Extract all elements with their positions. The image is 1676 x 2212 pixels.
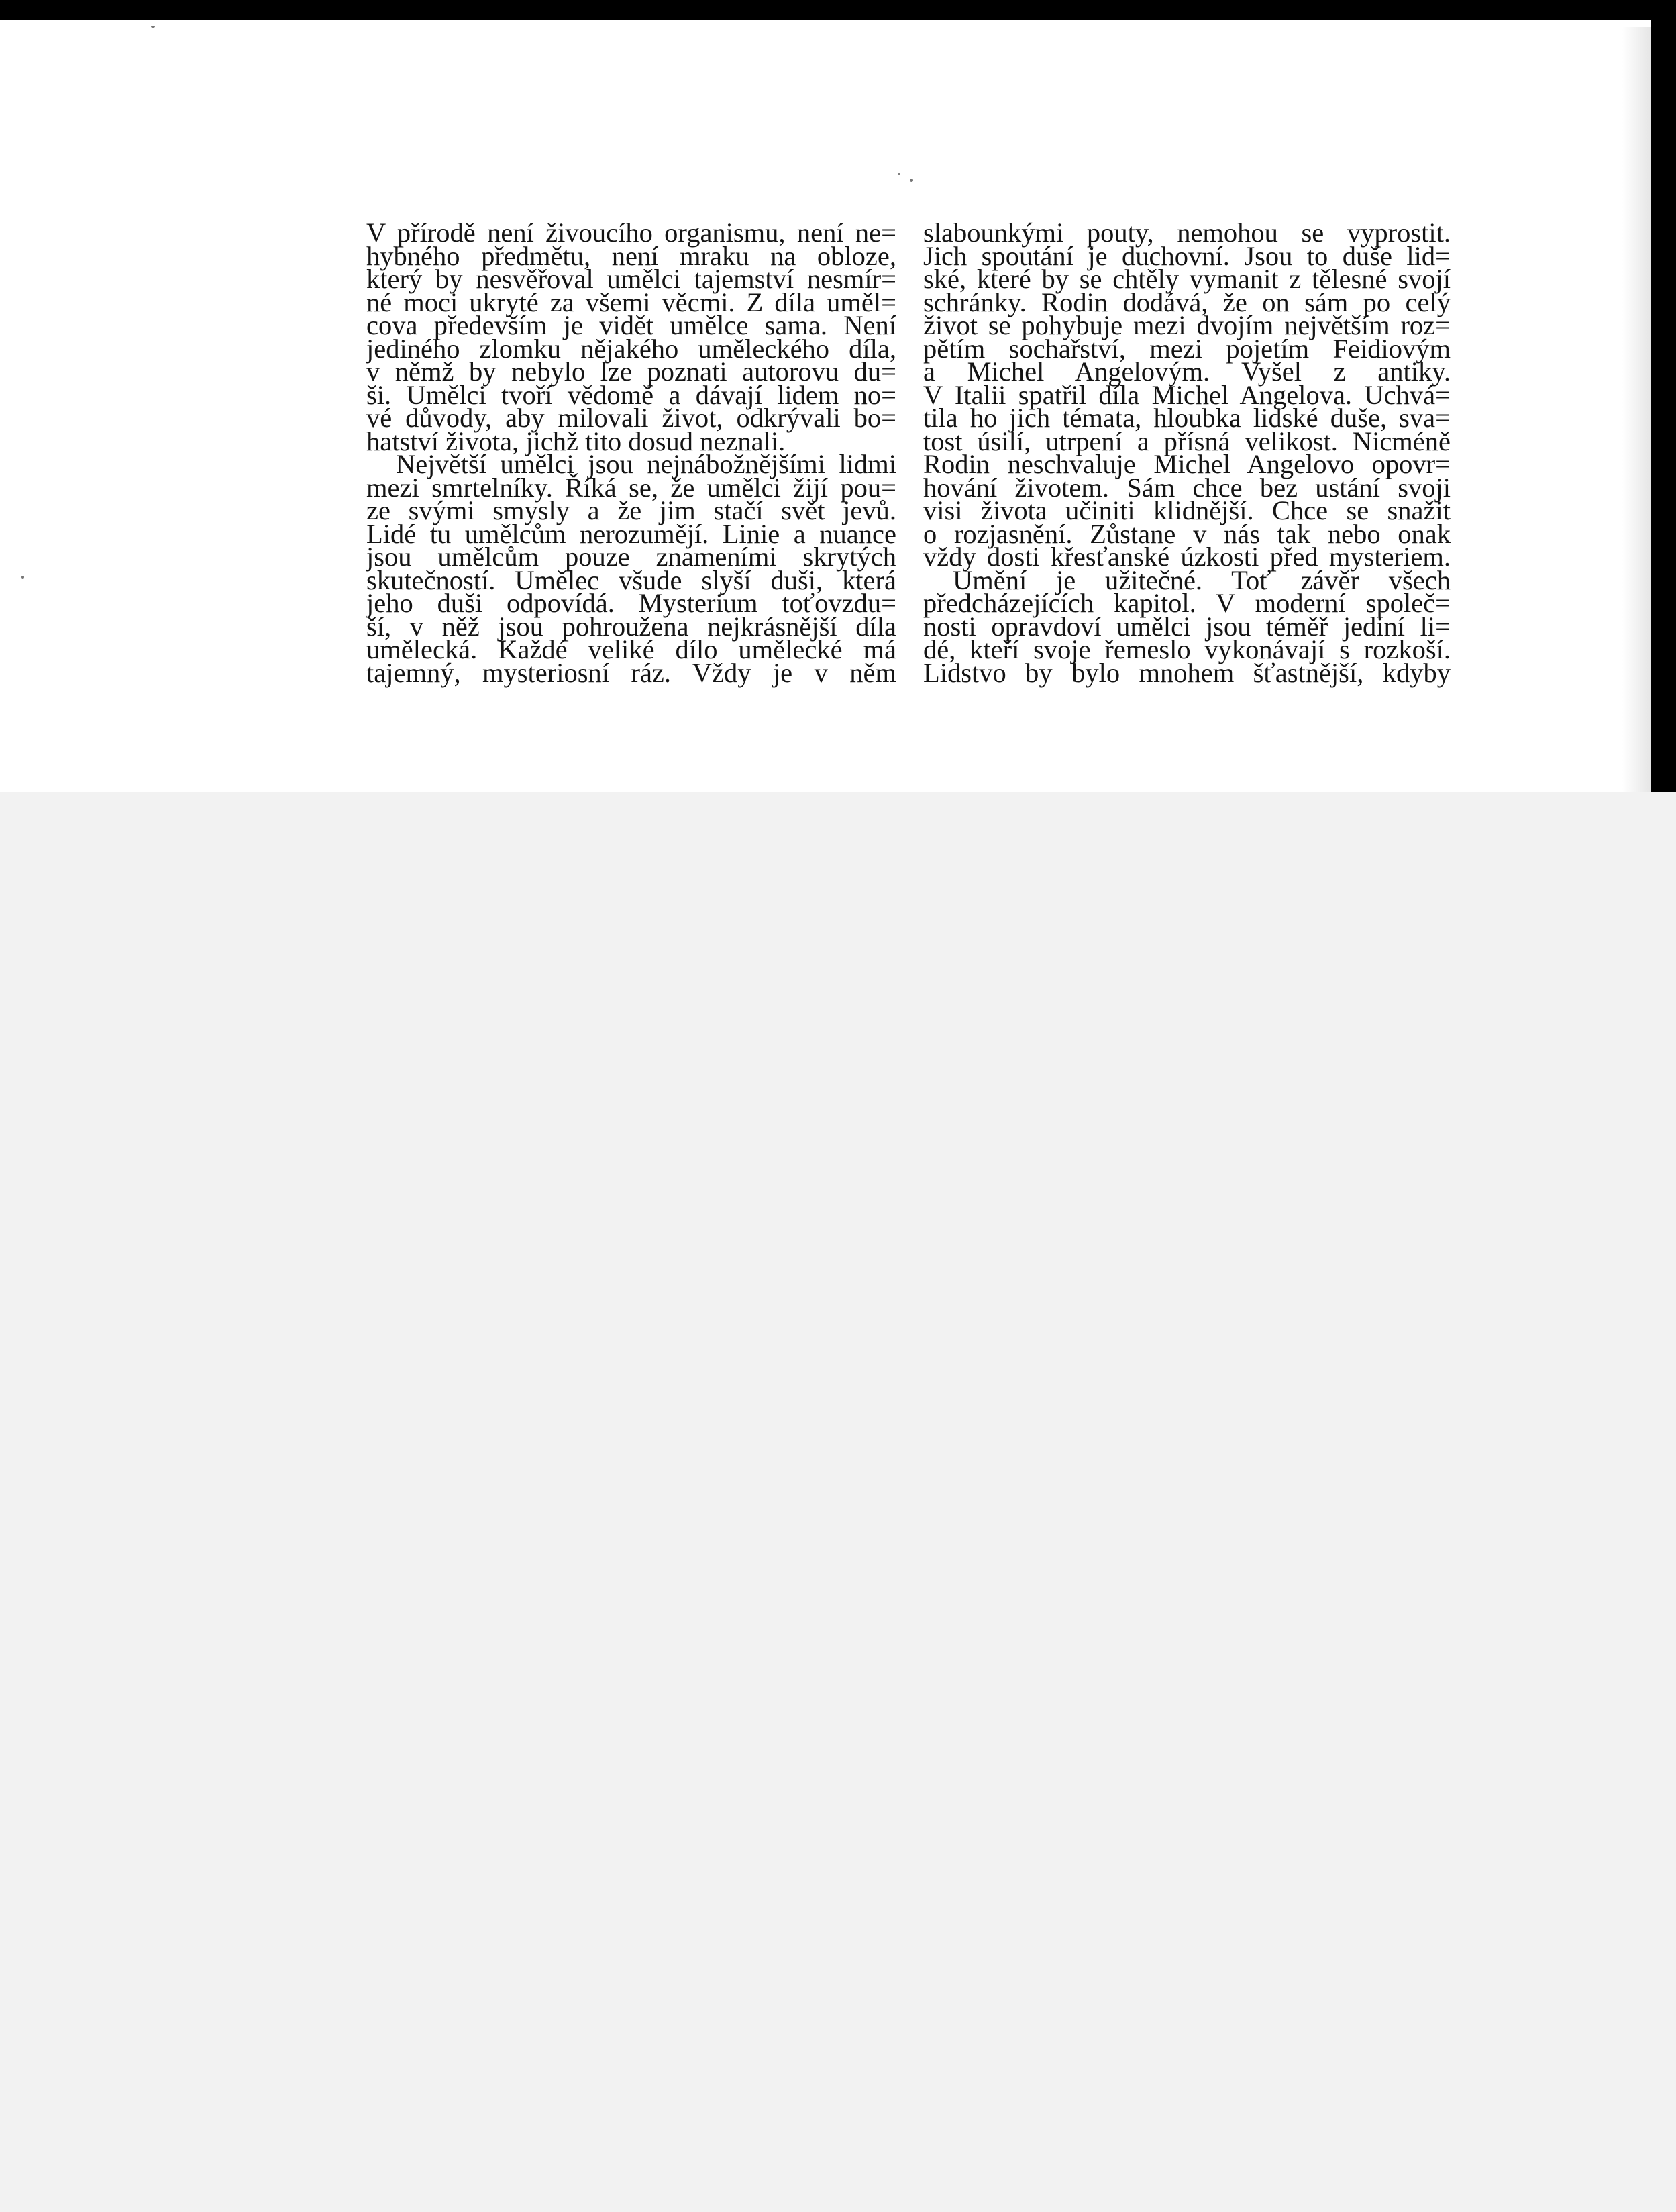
text-line: Lidé tu umělcům nerozumějí. Linie a nuance: [366, 518, 896, 549]
page-gutter-shadow: [1622, 27, 1651, 792]
text-line: visi života učiniti klidnější. Chce se snažit: [923, 495, 1451, 525]
text-line: jeho duši odpovídá. Mysterium toťovzdu=: [366, 588, 896, 618]
text-line: hybného předmětu, není mraku na obloze,: [366, 240, 896, 271]
scan-speck: [910, 179, 913, 182]
text-line: skutečností. Umělec všude slyší duši, která: [366, 564, 896, 595]
text-line: tajemný, mysteriosní ráz. Vždy je v něm: [366, 657, 896, 688]
text-line: vždy dosti křesťanské úzkosti před mysteriem.: [923, 542, 1451, 572]
text-line: V Italii spatřil díla Michel Angelova. Uchvá=: [923, 379, 1451, 410]
text-line: vé důvody, aby milovali život, odkrývali bo=: [366, 403, 896, 433]
text-line: tost úsilí, utrpení a přísná velikost. Nicméně: [923, 425, 1451, 456]
text-line: Umění je užitečné. Toť závěr všech: [953, 564, 1451, 595]
text-line: hatství života, jichž tito dosud neznali.: [366, 425, 786, 456]
text-line: né moci ukryté za všemi věcmi. Z díla uměl=: [366, 287, 896, 317]
scan-speck: [151, 26, 155, 28]
text-line: život se pohybuje mezi dvojím největším roz=: [923, 310, 1451, 340]
text-line: hování životem. Sám chce bez ustání svoji: [923, 472, 1451, 503]
text-line: pětím sochařství, mezi pojetím Feidiovým: [923, 333, 1451, 364]
text-line: mezi smrtelníky. Říká se, že umělci žijí pou=: [366, 472, 896, 503]
text-line: který by nesvěřoval umělci tajemství nesmír=: [366, 264, 896, 294]
text-line: Lidstvo by bylo mnohem šťastnější, kdyby: [923, 657, 1451, 688]
text-line: ši. Umělci tvoří vědomě a dávají lidem no=: [366, 379, 896, 410]
text-line: Největší umělci jsou nejnábožnějšími lidmi: [396, 449, 896, 479]
text-line: v němž by nebylo lze poznati autorovu du=: [366, 356, 896, 387]
text-line: umělecká. Každé veliké dílo umělecké má: [366, 634, 896, 664]
text-column-left: [366, 221, 896, 785]
text-line: tila ho jich témata, hloubka lidské duše, sva=: [923, 403, 1451, 433]
text-line: cova především je vidět umělce sama. Není: [366, 310, 896, 340]
text-line: a Michel Angelovým. Vyšel z antiky.: [923, 356, 1451, 387]
text-line: slabounkými pouty, nemohou se vyprostit.: [923, 221, 1451, 248]
text-line: o rozjasnění. Zůstane v nás tak nebo onak: [923, 518, 1451, 549]
text-line: dé, kteří svoje řemeslo vykonávají s rozkoší.: [923, 634, 1451, 664]
text-line: ší, v něž jsou pohroužena nejkrásnější díla: [366, 611, 896, 642]
text-line: V přírodě není živoucího organismu, není ne=: [366, 221, 896, 248]
text-line: ské, které by se chtěly vymanit z tělesné svojí: [923, 264, 1451, 294]
text-line: předcházejících kapitol. V moderní společ=: [923, 588, 1451, 618]
text-line: ze svými smysly a že jim stačí svět jevů.: [366, 495, 896, 525]
text-line: Jich spoutání je duchovní. Jsou to duše lid=: [923, 240, 1451, 271]
scan-top-border: [0, 0, 1676, 20]
text-line: jediného zlomku nějakého uměleckého díla,: [366, 333, 896, 364]
scan-speck: [21, 576, 24, 579]
scan-right-border: [1651, 20, 1676, 792]
empty-lower-area: [0, 792, 1676, 2212]
text-line: Rodin neschvaluje Michel Angelovo opovr=: [923, 449, 1451, 479]
text-column-right: [923, 221, 1451, 785]
text-line: schránky. Rodin dodává, že on sám po celý: [923, 287, 1451, 317]
text-line: jsou umělcům pouze znameními skrytých: [366, 542, 896, 572]
scan-speck: [898, 173, 900, 175]
text-line: nosti opravdoví umělci jsou téměř jediní li=: [923, 611, 1451, 642]
